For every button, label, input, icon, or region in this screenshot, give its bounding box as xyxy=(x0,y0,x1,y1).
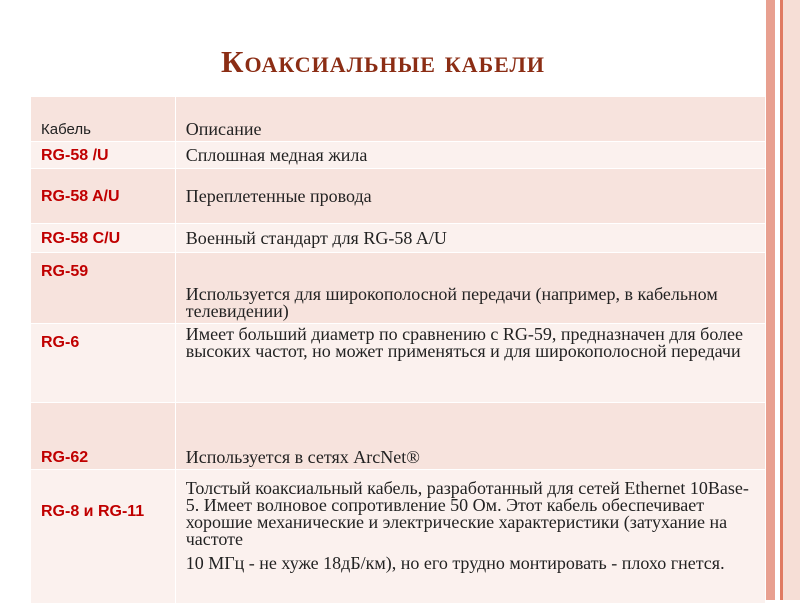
header-description: Описание xyxy=(175,97,765,142)
table-row xyxy=(31,169,766,224)
table-row xyxy=(31,403,766,470)
cable-description: Используется в сетях ArcNet® xyxy=(175,403,765,470)
border-stripe-outer xyxy=(783,0,800,600)
cable-description-block xyxy=(175,470,765,604)
cable-description: Сплошная медная жила xyxy=(175,142,765,169)
table-row xyxy=(31,253,766,324)
cable-name: RG-58 A/U xyxy=(31,169,176,224)
table-row xyxy=(31,142,766,169)
cable-description: Переплетенные провода xyxy=(175,169,765,224)
slide-title: Коаксиальные кабели xyxy=(220,44,546,79)
table-row xyxy=(31,224,766,253)
table-row xyxy=(31,324,766,403)
table-header-row xyxy=(31,97,766,142)
cable-table xyxy=(30,96,766,604)
cable-name: RG-62 xyxy=(31,403,176,470)
cable-description: Используется для широкополосной передачи (например, в кабельном телевидении) xyxy=(175,253,765,324)
table-row xyxy=(31,470,766,604)
cable-description: Военный стандарт для RG-58 A/U xyxy=(175,224,765,253)
cable-name: RG-59 xyxy=(31,253,176,324)
header-cable: Кабель xyxy=(31,97,176,142)
cable-name: RG-6 xyxy=(31,324,176,403)
cable-name: RG-58 C/U xyxy=(31,224,176,253)
cable-name: RG-8 и RG-11 xyxy=(31,470,176,604)
border-stripe xyxy=(766,0,775,600)
cable-description: Толстый коаксиальный кабель, разработанный для сетей Ethernet 10Base-5. Имеет волновое сопротивление 50 Ом. Этот кабель обеспечивает хорошие механические и электрические характеристики (затухание на частоте xyxy=(185,478,749,549)
cable-description: Имеет больший диаметр по сравнению с RG-59, предназначен для более высоких частот, но может применяться и для широкополосной передачи xyxy=(175,324,765,403)
cable-name: RG-58 /U xyxy=(31,142,176,169)
cable-description-continued: 10 МГц - не хуже 18дБ/км), но его трудно монтировать - плохо гнется. xyxy=(185,553,725,573)
